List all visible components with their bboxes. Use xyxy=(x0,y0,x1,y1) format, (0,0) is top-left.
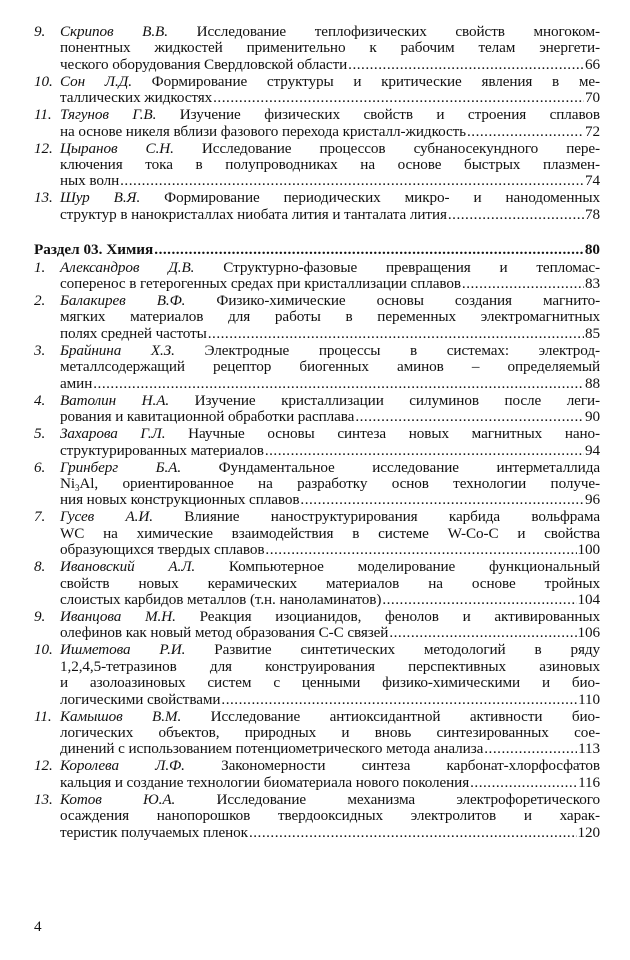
entry-line-text: теристик получаемых пленок xyxy=(60,823,248,841)
dot-leader xyxy=(154,242,584,258)
entry-number: 4. xyxy=(34,391,46,409)
entry-author: Александров Д.В. xyxy=(60,258,195,276)
entry-number: 2. xyxy=(34,292,46,310)
entry-page-number: 78 xyxy=(585,205,600,223)
dot-leader xyxy=(348,57,584,73)
entry-number: 1. xyxy=(34,258,46,276)
dot-leader xyxy=(300,492,584,508)
entry-line xyxy=(60,443,600,459)
toc-entry xyxy=(34,642,600,708)
entry-page-number: 85 xyxy=(585,324,600,342)
entry-line-text: ния новых конструкционных сплавов xyxy=(60,491,300,509)
toc-entry xyxy=(34,609,600,642)
dot-leader xyxy=(213,90,584,106)
entry-line: Цыранов С.Н. Исследование процессов субнаносекундного пере- xyxy=(60,139,600,157)
section-heading xyxy=(34,242,600,258)
entry-text xyxy=(60,24,600,73)
entry-number: 12. xyxy=(34,139,53,157)
entry-line xyxy=(60,741,600,757)
entry-text xyxy=(60,460,600,509)
entry-line: понентных жидкостей применительно к рабочим телам энергети- xyxy=(60,39,600,57)
entry-line xyxy=(60,825,600,841)
entry-number: 13. xyxy=(34,790,53,808)
toc-entry xyxy=(34,190,600,223)
entry-author: Балакирев В.Ф. xyxy=(60,292,186,310)
entry-author: Иванцова М.Н. xyxy=(60,607,176,625)
dot-leader xyxy=(470,775,577,791)
page-number: 4 xyxy=(34,918,42,935)
entry-line-text: олефинов как новый метод образования С-С связей xyxy=(60,624,389,642)
entry-line xyxy=(60,542,600,558)
entry-text xyxy=(60,709,600,758)
entry-number: 10. xyxy=(34,641,53,659)
entry-number: 9. xyxy=(34,23,46,40)
entry-page-number: 113 xyxy=(578,740,600,758)
toc-entry xyxy=(34,343,600,392)
entry-line xyxy=(60,276,600,292)
entry-line xyxy=(60,692,600,708)
dot-leader xyxy=(265,542,576,558)
entry-line-text: ных волн xyxy=(60,172,120,190)
entry-text xyxy=(60,792,600,841)
entry-author: Камышов В.М. xyxy=(60,707,182,725)
entry-page-number: 116 xyxy=(578,773,600,791)
entry-line: Королева Л.Ф. Закономерности синтеза карбонат-хлорфосфатов xyxy=(60,757,600,775)
toc-entry xyxy=(34,24,600,73)
entry-line: WC на химические взаимодействия в системе W-Co-C и свойства xyxy=(60,524,601,542)
entry-line: Шур В.Я. Формирование периодических микро- и нанодоменных xyxy=(60,189,600,207)
entry-page-number: 74 xyxy=(585,172,600,190)
entry-author: Гринберг Б.А. xyxy=(60,458,182,476)
entry-text xyxy=(60,343,600,392)
entry-line xyxy=(60,326,600,342)
dot-leader xyxy=(208,326,584,342)
entry-number: 8. xyxy=(34,558,46,576)
entry-line: свойств новых керамических материалов на основе тройных xyxy=(60,574,601,592)
entry-line: металлсодержащий рецептор биогенных аминов – определяемый xyxy=(60,358,600,376)
dot-leader xyxy=(382,592,576,608)
table-of-contents xyxy=(34,24,600,842)
entry-page-number: 90 xyxy=(585,408,600,426)
entry-line: Сон Л.Д. Формирование структуры и критические явления в ме- xyxy=(60,72,600,90)
entry-page-number: 70 xyxy=(585,89,600,107)
dot-leader xyxy=(265,443,584,459)
entry-author: Королева Л.Ф. xyxy=(60,757,185,775)
dot-leader xyxy=(484,741,577,757)
entry-page-number: 96 xyxy=(585,491,600,509)
entry-line-text: соперенос в гетерогенных средах при кристаллизации сплавов xyxy=(60,275,461,293)
entry-line xyxy=(60,409,600,425)
entry-text xyxy=(60,190,600,223)
entry-author: Тягунов Г.В. xyxy=(60,106,157,124)
entry-text xyxy=(60,293,600,342)
toc-entry xyxy=(34,107,600,140)
entry-page-number: 72 xyxy=(585,122,600,140)
toc-entry xyxy=(34,426,600,459)
entry-page-number: 100 xyxy=(577,541,600,559)
entry-number: 13. xyxy=(34,189,53,207)
toc-entry xyxy=(34,260,600,293)
entry-line-text: слоистых карбидов металлов (т.н. наноламинатов) xyxy=(60,590,382,608)
entry-number: 6. xyxy=(34,458,46,476)
entry-text xyxy=(60,509,600,558)
toc-entry xyxy=(34,758,600,791)
dot-leader xyxy=(467,124,584,140)
entry-author: Брайнина Х.З. xyxy=(60,341,175,359)
entry-page-number: 83 xyxy=(585,275,600,293)
entry-line: логических объектов, природных и вновь синтезированных сое- xyxy=(60,723,601,741)
entry-line: осаждения нанопорошков твердооксидных электролитов и харак- xyxy=(60,807,600,825)
entry-line-text: полях средней частоты xyxy=(60,324,207,342)
entry-line: Александров Д.В. Структурно-фазовые превращения и тепломас- xyxy=(60,258,600,276)
entry-line: 1,2,4,5-тетразинов для конструирования перспективных азиновых xyxy=(60,657,601,675)
entry-line: $Ni_3Al$, ориентированное на разработку основ технологии получе- xyxy=(60,474,601,493)
entry-number: 10. xyxy=(34,72,53,90)
dot-leader xyxy=(389,625,576,641)
entry-number: 3. xyxy=(34,341,46,359)
entry-line-text: таллических жидкостях xyxy=(60,89,213,107)
entry-line: ключения тока в полупроводниках на основе быстрых плазмен- xyxy=(60,156,601,174)
entry-line-text: структур в нанокристаллах ниобата лития и танталата лития xyxy=(60,205,447,223)
entry-line: Гусев А.И. Влияние наноструктурирования карбида вольфрама xyxy=(60,508,600,526)
entry-author: Котов Ю.А. xyxy=(60,790,176,808)
entry-text xyxy=(60,642,600,708)
entry-text xyxy=(60,260,600,293)
entry-number: 12. xyxy=(34,757,53,775)
entry-line xyxy=(60,376,600,392)
entry-author: Скрипов В.В. xyxy=(60,23,168,40)
entry-line xyxy=(60,57,600,73)
entry-line xyxy=(60,124,600,140)
entry-page-number: 104 xyxy=(577,590,600,608)
entry-line xyxy=(60,492,600,508)
entry-line-text: амин xyxy=(60,374,93,392)
entry-line xyxy=(60,173,600,189)
entry-line: Иванцова М.Н. Реакция изоцианидов, фенолов и активированных xyxy=(60,607,601,625)
entry-text xyxy=(60,393,600,426)
toc-entry xyxy=(34,293,600,342)
entry-author: Ишметова Р.И. xyxy=(60,641,186,659)
entry-line: Скрипов В.В. Исследование теплофизических свойств многоком- xyxy=(60,23,600,40)
entry-line: и азолоазиновых систем с ценными физико-химическими и био- xyxy=(60,674,600,692)
toc-entry xyxy=(34,709,600,758)
entry-author: Гусев А.И. xyxy=(60,508,153,526)
entry-line-text: образующихся твердых сплавов xyxy=(60,541,265,559)
entry-page-number: 106 xyxy=(577,624,600,642)
toc-entry xyxy=(34,559,600,608)
entry-line: Балакирев В.Ф. Физико-химические основы создания магнито- xyxy=(60,292,601,310)
entry-line-text: ческого оборудования Свердловской области xyxy=(60,55,348,73)
entry-text xyxy=(60,758,600,791)
entry-line: Брайнина Х.З. Электродные процессы в системах: электрод- xyxy=(60,341,600,359)
entry-line xyxy=(60,775,600,791)
entry-author: Шур В.Я. xyxy=(60,189,141,207)
entry-text xyxy=(60,74,600,107)
dot-leader xyxy=(93,376,584,392)
dot-leader xyxy=(221,692,577,708)
entry-page-number: 110 xyxy=(578,690,600,708)
entry-page-number: 66 xyxy=(585,55,600,73)
entry-text xyxy=(60,559,600,608)
toc-entry xyxy=(34,393,600,426)
entry-author: Захарова Г.Л. xyxy=(60,425,166,443)
dot-leader xyxy=(355,409,584,425)
entry-line: Ишметова Р.И. Развитие синтетических методологий в ряду xyxy=(60,641,600,659)
toc-entry xyxy=(34,509,600,558)
toc-entries-chemistry xyxy=(34,260,600,841)
entry-line xyxy=(60,207,600,223)
entry-number: 11. xyxy=(34,106,52,124)
toc-entries-physics xyxy=(34,24,600,223)
entry-author: Цыранов С.Н. xyxy=(60,139,174,157)
entry-author: Ватолин Н.А. xyxy=(60,391,170,409)
entry-number: 11. xyxy=(34,707,52,725)
entry-line: мягких материалов для работы в переменных электромагнитных xyxy=(60,308,601,326)
entry-line-text: логическими свойствами xyxy=(60,690,221,708)
entry-line: Захарова Г.Л. Научные основы синтеза новых магнитных нано- xyxy=(60,425,600,443)
entry-line-text: кальция и создание технологии биоматериала нового поколения xyxy=(60,773,470,791)
entry-text xyxy=(60,107,600,140)
entry-line: Ивановский А.Л. Компьютерное моделирование функциональный xyxy=(60,558,600,576)
toc-entry xyxy=(34,460,600,509)
entry-author: Ивановский А.Л. xyxy=(60,558,196,576)
entry-number: 7. xyxy=(34,508,46,526)
section-title: Раздел 03. Химия xyxy=(34,241,154,259)
entry-author: Сон Л.Д. xyxy=(60,72,132,90)
entry-page-number: 94 xyxy=(585,441,600,459)
entry-line xyxy=(60,90,600,106)
entry-line: Гринберг Б.А. Фундаментальное исследование интерметаллида xyxy=(60,458,600,476)
entry-line: Котов Ю.А. Исследование механизма электрофоретического xyxy=(60,790,600,808)
entry-number: 5. xyxy=(34,425,46,443)
dot-leader xyxy=(462,276,584,292)
entry-text xyxy=(60,141,600,190)
toc-entry xyxy=(34,792,600,841)
dot-leader xyxy=(448,207,584,223)
entry-page-number: 88 xyxy=(585,374,600,392)
entry-line xyxy=(60,592,600,608)
entry-text xyxy=(60,609,600,642)
entry-line-text: рования и кавитационной обработки расплава xyxy=(60,408,355,426)
entry-line xyxy=(60,625,600,641)
dot-leader xyxy=(120,173,584,189)
entry-line-text: структурированных материалов xyxy=(60,441,264,459)
entry-line-text: динений с использованием потенциометрического метода анализа xyxy=(60,740,484,758)
entry-text xyxy=(60,426,600,459)
entry-line: Ватолин Н.А. Изучение кристаллизации силуминов после леги- xyxy=(60,391,600,409)
entry-number: 9. xyxy=(34,607,46,625)
toc-entry xyxy=(34,141,600,190)
entry-line: Камышов В.М. Исследование антиоксидантной активности био- xyxy=(60,707,600,725)
entry-line: Тягунов Г.В. Изучение физических свойств и строения сплавов xyxy=(60,106,600,124)
entry-page-number: 120 xyxy=(577,823,600,841)
section-page-number: 80 xyxy=(584,241,600,259)
entry-line-text: на основе никеля вблизи фазового перехода кристалл-жидкость xyxy=(60,122,466,140)
toc-entry xyxy=(34,74,600,107)
dot-leader xyxy=(249,825,577,841)
